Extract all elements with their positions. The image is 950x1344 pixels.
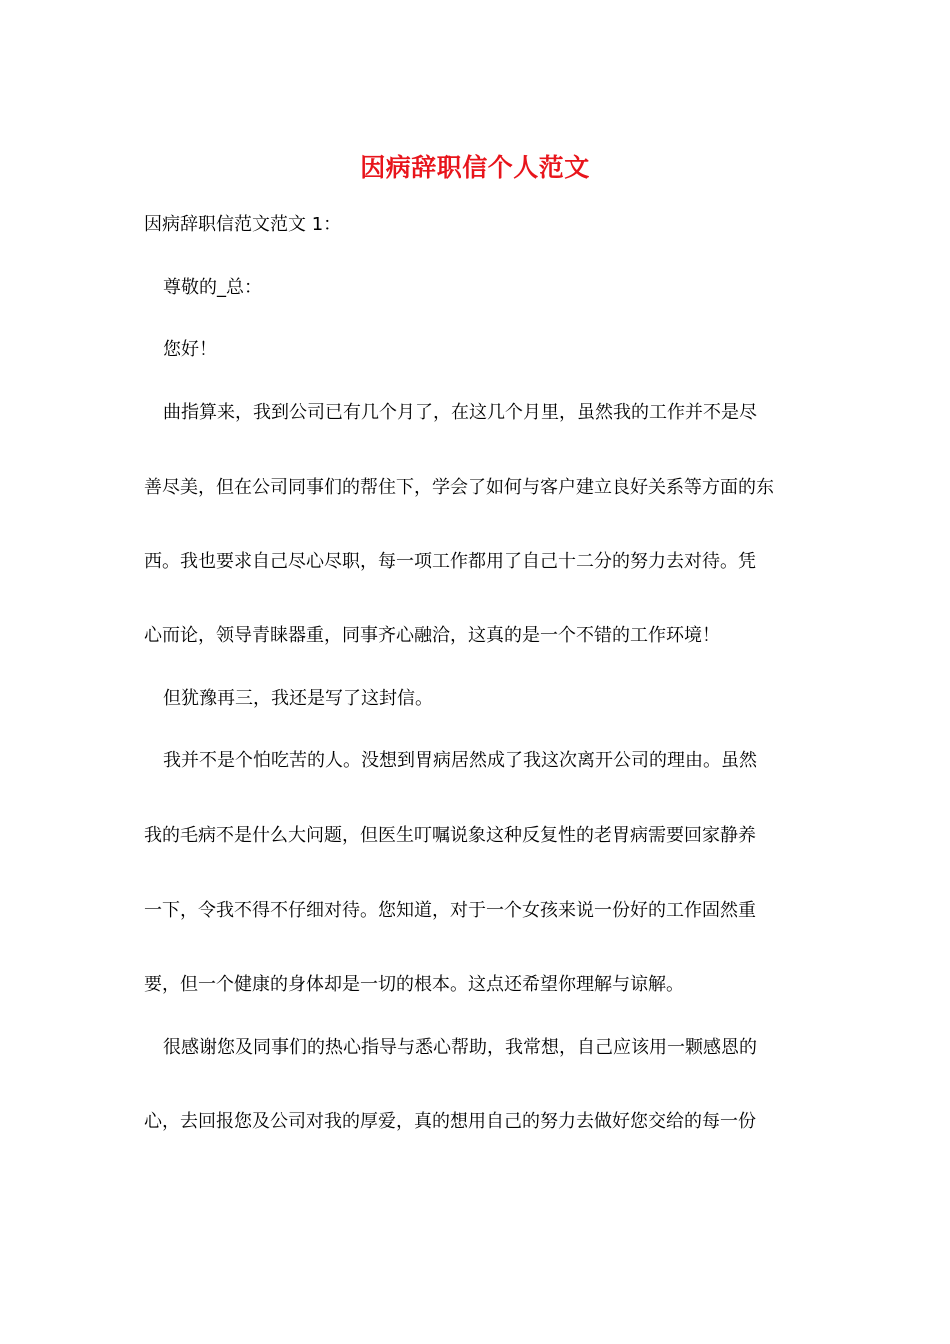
paragraph-line: 但犹豫再三，我还是写了这封信。 — [163, 688, 433, 709]
greeting: 您好！ — [163, 339, 217, 360]
paragraph-line: 一下，令我不得不仔细对待。您知道，对于一个女孩来说一份好的工作固然重 — [144, 900, 756, 921]
paragraph-line: 心，去回报您及公司对我的厚爱，真的想用自己的努力去做好您交给的每一份 — [144, 1111, 756, 1132]
paragraph-line: 我并不是个怕吃苦的人。没想到胃病居然成了我这次离开公司的理由。虽然 — [163, 750, 757, 771]
paragraph-line: 善尽美，但在公司同事们的帮住下，学会了如何与客户建立良好关系等方面的东 — [144, 477, 774, 498]
document-title: 因病辞职信个人范文 — [360, 153, 590, 182]
paragraph-line: 西。我也要求自己尽心尽职，每一项工作都用了自己十二分的努力去对待。凭 — [144, 551, 756, 572]
paragraph-line: 曲指算来，我到公司已有几个月了，在这几个月里，虽然我的工作并不是尽 — [163, 402, 757, 423]
paragraph-line: 很感谢您及同事们的热心指导与悉心帮助，我常想，自己应该用一颗感恩的 — [163, 1037, 757, 1058]
paragraph-line: 要，但一个健康的身体却是一切的根本。这点还希望你理解与谅解。 — [144, 974, 684, 995]
paragraph-line: 我的毛病不是什么大问题，但医生叮嘱说象这种反复性的老胃病需要回家静养 — [144, 825, 756, 846]
paragraph-line: 心而论，领导青睐器重，同事齐心融洽，这真的是一个不错的工作环境！ — [144, 625, 720, 646]
letter-heading: 因病辞职信范文范文 1： — [144, 214, 342, 235]
salutation: 尊敬的_总： — [163, 277, 262, 298]
